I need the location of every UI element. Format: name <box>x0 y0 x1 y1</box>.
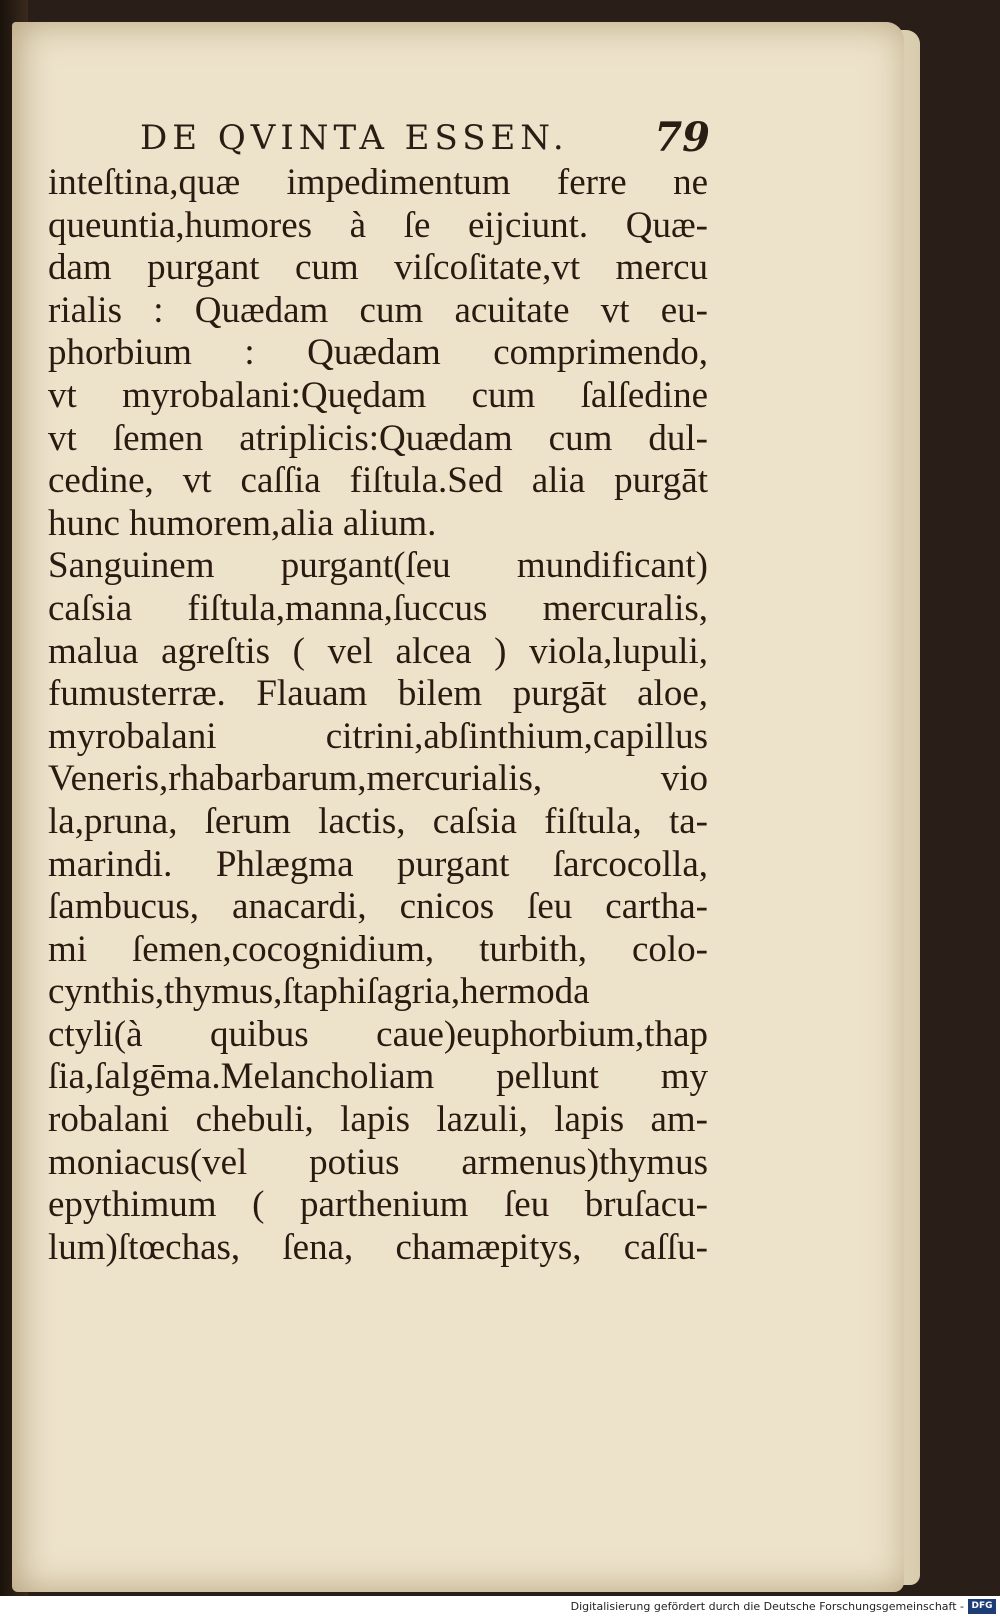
text-line: epythimum ( parthenium ſeu bruſacu- <box>48 1184 708 1226</box>
running-header: DE QVINTA ESSEN. <box>140 118 569 158</box>
text-line: ctyli(à quibus caue)euphorbium,thap <box>48 1013 708 1055</box>
text-line: vt ſemen atriplicis:Quædam cum dul- <box>48 417 708 459</box>
page-header <box>140 114 710 164</box>
text-line: phorbium : Quædam comprimendo, <box>48 332 708 374</box>
text-line: cedine, vt caſſia fiſtula.Sed alia purgāt <box>48 460 708 502</box>
text-line: dam purgant cum viſcoſitate,vt mercu <box>48 247 708 289</box>
text-line: Veneris,rhabarbarum,mercurialis, vio <box>48 758 708 800</box>
text-line: lum)ſtœchas, ſena, chamæpitys, caſſu- <box>48 1226 708 1268</box>
text-line: myrobalani citrini,abſinthium,capillus <box>48 715 708 757</box>
text-line: fumusterræ. Flauam bilem purgāt aloe, <box>48 673 708 715</box>
text-line: la,pruna, ſerum lactis, caſsia fiſtula, ta- <box>48 800 708 842</box>
text-line: cynthis,thymus,ſtaphiſagria,hermoda <box>48 971 590 1013</box>
footer-credit: Digitalisierung gefördert durch die Deutsche Forschungsgemeinschaft - <box>570 1600 964 1613</box>
text-line: caſsia fiſtula,manna,ſuccus mercuralis, <box>48 587 708 629</box>
text-line: malua agreſtis ( vel alcea ) viola,lupuli, <box>48 630 708 672</box>
body-text <box>48 162 708 1269</box>
text-line: inteſtina,quæ impedimentum ferre ne <box>48 162 708 203</box>
text-line: Sanguinem purgant(ſeu mundificant) <box>48 545 708 587</box>
text-line: marindi. Phlægma purgant ſarcocolla, <box>48 843 708 885</box>
footer-bar <box>0 1596 1000 1620</box>
dfg-logo: DFG <box>968 1599 996 1614</box>
text-line: ſambucus, anacardi, cnicos ſeu cartha- <box>48 886 708 928</box>
text-line: rialis : Quædam cum acuitate vt eu- <box>48 289 708 331</box>
text-line: ſia,ſalgēma.Melancholiam pellunt my <box>48 1056 708 1098</box>
text-line: queuntia,humores à ſe eijciunt. Quæ- <box>48 204 708 246</box>
text-line: moniacus(vel potius armenus)thymus <box>48 1141 708 1183</box>
text-line: robalani chebuli, lapis lazuli, lapis am- <box>48 1099 708 1141</box>
text-line: hunc humorem,alia alium. <box>48 502 437 544</box>
text-line: mi ſemen,cocognidium, turbith, colo- <box>48 928 708 970</box>
page-number: 79 <box>654 114 710 161</box>
text-line: vt myrobalani:Quędam cum ſalſedine <box>48 374 708 416</box>
